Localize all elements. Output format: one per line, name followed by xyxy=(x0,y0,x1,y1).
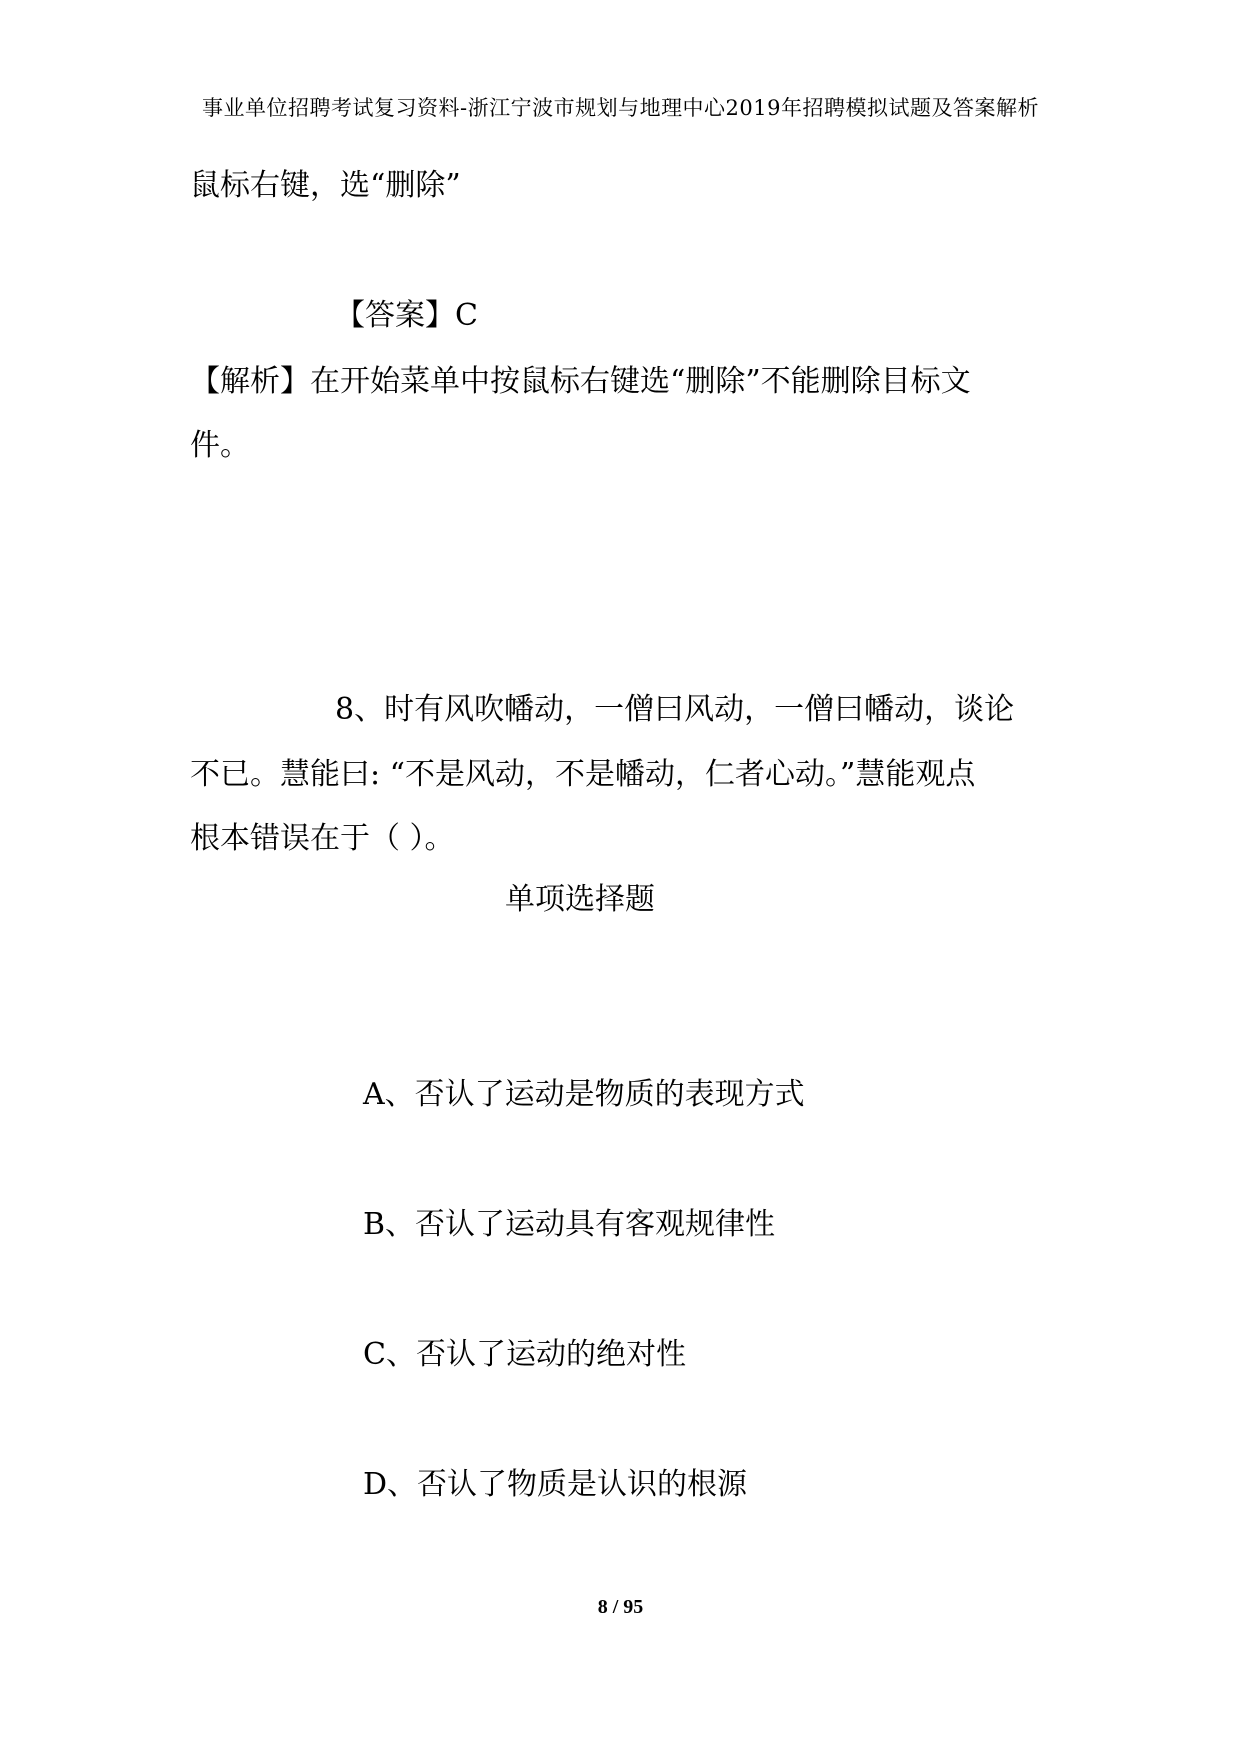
question-text-line-2: 不已。慧能曰: “不是风动，不是幡动，仁者心动。”慧能观点 xyxy=(190,757,976,792)
previous-question-tail: 鼠标右键，选“删除” xyxy=(190,168,461,203)
question-type: 单项选择题 xyxy=(505,882,655,917)
option-b: B、否认了运动具有客观规律性 xyxy=(363,1207,776,1242)
option-a: A、否认了运动是物质的表现方式 xyxy=(363,1077,805,1112)
option-c: C、否认了运动的绝对性 xyxy=(363,1337,686,1372)
page-number: 8 / 95 xyxy=(597,1596,644,1618)
analysis-text-line-1: 【解析】在开始菜单中按鼠标右键选“删除”不能删除目标文 xyxy=(190,364,971,399)
option-d: D、否认了物质是认识的根源 xyxy=(363,1467,748,1502)
analysis-text-line-2: 件。 xyxy=(190,428,250,463)
question-text-line-3: 根本错误在于（ ）。 xyxy=(190,821,455,856)
question-text-line-1: 8、时有风吹幡动，一僧曰风动，一僧曰幡动，谈论 xyxy=(335,692,1015,727)
answer-label: 【答案】C xyxy=(335,298,478,333)
page-header: 事业单位招聘考试复习资料-浙江宁波市规划与地理中心2019年招聘模拟试题及答案解析 xyxy=(201,96,1040,120)
